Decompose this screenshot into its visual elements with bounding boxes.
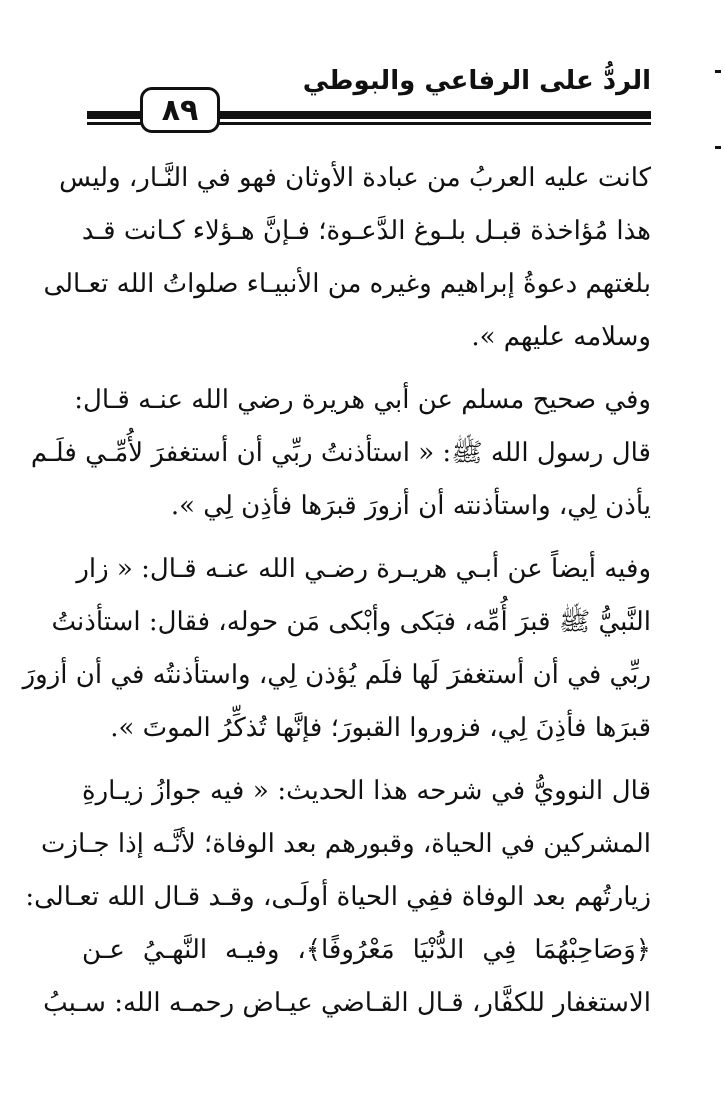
quran-verse-line: ﴿وَصَاحِبْهُمَا فِي الدُّنْيَا مَعْرُوفًا﴾، وفيـه النَّهـيُ عـن [82, 935, 651, 965]
text-line: زيارتُهم بعد الوفاة ففِي الحياة أولَـى، وقـد قـال الله تعـالى: [25, 882, 651, 912]
text-line: كانت عليه العربُ من عبادة الأوثان فهو في النَّـار، وليس [59, 163, 651, 193]
text-line: بلغتهم دعوةُ إبراهيم وغيره من الأنبيـاء صلواتُ الله تعـالى [43, 269, 651, 299]
paragraph-2 [30, 374, 651, 533]
text-line: هذا مُؤاخذة قبـل بلـوغ الدَّعـوة؛ فـإنَّ هـؤلاء كـانت قـد [81, 216, 651, 246]
paragraph-1 [43, 152, 651, 364]
margin-mark-bottom [715, 146, 721, 149]
paragraph-4 [25, 765, 651, 1030]
text-line: قال رسول الله ﷺ: « استأذنتُ ربِّي أن أستغفرَ لأُمِّـي فلَـم [30, 438, 651, 468]
text-line: يأذن لِي، واستأذنته أن أزورَ قبرَها فأذِن لِي ». [170, 491, 651, 521]
text-line: وسلامه عليهم ». [471, 322, 651, 352]
text-line: وفي صحيح مسلم عن أبي هريرة رضي الله عنـه قـال: [74, 385, 651, 415]
margin-mark-top [715, 70, 721, 73]
text-line: النَّبيُّ ﷺ قبرَ أُمِّه، فبَكى وأبْكى مَن حوله، فقال: استأذنتُ [51, 607, 651, 637]
text-line: الاستغفار للكفَّار، قـال القـاضي عيـاض رحمـه الله: سـببُ [43, 988, 651, 1018]
page-number: ٨٩ [140, 87, 220, 133]
text-line: قبرَها فأذِنَ لِي، فزوروا القبورَ؛ فإنَّها تُذكِّرُ الموتَ ». [110, 713, 651, 743]
body-text [22, 152, 651, 1030]
text-line: قال النوويُّ في شرحه هذا الحديث: « فيه جوازُ زيـارةِ [82, 776, 651, 806]
text-line: المشركين في الحياة، وقبورهم بعد الوفاة؛ لأنَّـه إذا جـازت [40, 829, 651, 859]
paragraph-3 [22, 543, 651, 755]
running-title: الردُّ على الرفاعي والبوطي [302, 66, 651, 96]
text-line: ربِّي في أن أستغفرَ لَها فلَم يُؤذن لِي، واستأذنتُه في أن أزورَ [22, 660, 651, 690]
text-line: وفيه أيضاً عن أبـي هريـرة رضـي الله عنـه قـال: « زار [76, 554, 651, 584]
